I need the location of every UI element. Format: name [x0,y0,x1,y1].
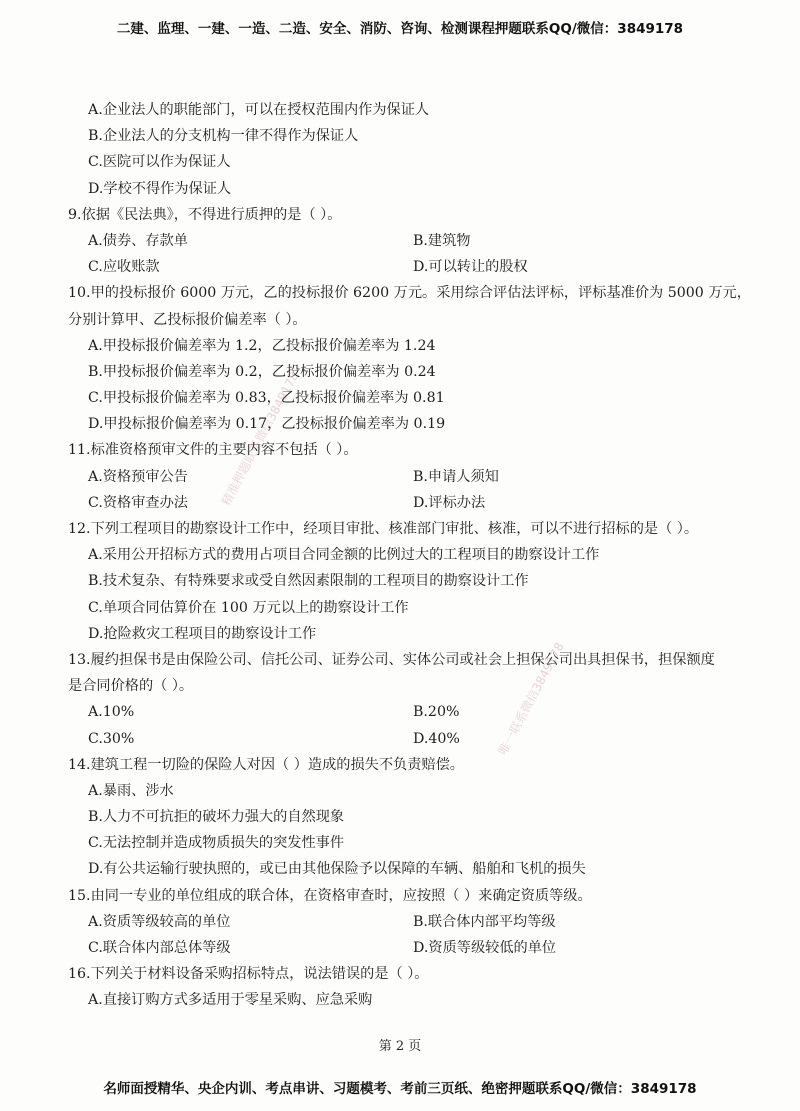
question-stem: 9.依据《民法典》，不得进行质押的是（ ）。 [68,206,342,223]
header-banner: 二建、监理、一建、一造、二造、安全、消防、咨询、检测课程押题联系QQ/微信：3849178 [116,21,684,37]
option: B.企业法人的分支机构一律不得作为保证人 [88,128,359,145]
question-stem: 10.甲的投标报价 6000 万元，乙的投标报价 6200 万元。采用综合评估法评标，评标基准价为 5000 万元， [68,285,751,302]
option: A.10% [88,704,135,721]
option: D.甲投标报价偏差率为 0.17，乙投标报价偏差率为 0.19 [88,416,446,433]
option: B.联合体内部平均等级 [413,913,556,930]
question-stem: 分别计算甲、乙投标报价偏差率（ ）。 [68,311,307,328]
option: B.申请人须知 [413,468,499,485]
option: C.医院可以作为保证人 [88,154,231,171]
option: C.单项合同估算价在 100 万元以上的勘察设计工作 [88,599,409,616]
option: D.可以转让的股权 [413,259,528,276]
watermark: 精准押题联系微信3849178 [218,369,302,509]
option: C.联合体内部总体等级 [88,940,231,956]
option: A.企业法人的职能部门，可以在授权范围内作为保证人 [88,102,430,118]
question-stem: 16.下列关于材料设备采购招标特点，说法错误的是（ ）。 [68,966,429,983]
option-row [68,490,748,516]
option: A.资质等级较高的单位 [88,913,231,930]
option: D.资质等级较低的单位 [413,940,557,956]
option: A.采用公开招标方式的费用占项目合同金额的比例过大的工程项目的勘察设计工作 [88,547,600,564]
option: D.抢险救灾工程项目的勘察设计工作 [88,625,317,642]
footer-banner: 名师面授精华、央企内训、考点串讲、习题模考、考前三页纸、绝密押题联系QQ/微信：3849178 [103,1081,697,1097]
option-row [68,909,748,935]
question-stem: 11.标准资格预审文件的主要内容不包括（ ）。 [68,442,358,459]
option: C.资格审查办法 [88,494,188,511]
option: A.甲投标报价偏差率为 1.2，乙投标报价偏差率为 1.24 [88,337,436,354]
option-row [68,935,748,961]
option: B.人力不可抗拒的破坏力强大的自然现象 [88,809,345,826]
option: C.30% [88,730,135,747]
exam-content [68,97,751,1014]
option: D.学校不得作为保证人 [88,180,232,197]
page-number: 第 2 页 [378,1039,422,1054]
question-stem: 是合同价格的（ ）。 [68,678,194,695]
option-row [68,228,748,254]
option: D.评标办法 [413,494,486,511]
option: C.甲投标报价偏差率为 0.83，乙投标报价偏差率为 0.81 [88,390,445,407]
option-row [68,726,748,752]
option-row [68,699,748,725]
option: B.甲投标报价偏差率为 0.2，乙投标报价偏差率为 0.24 [88,363,436,380]
question-stem: 14.建筑工程一切险的保险人对因（ ）造成的损失不负责赔偿。 [68,756,464,773]
question-stem: 12.下列工程项目的勘察设计工作中，经项目审批、核准部门审批、核准，可以不进行招标的是（ ）。 [68,521,699,537]
watermark: 唯一联系微信3849178 [495,640,567,758]
option: A.暴雨、涉水 [88,782,174,799]
option: A.资格预审公告 [88,468,188,485]
option: B.技术复杂、有特殊要求或受自然因素限制的工程项目的勘察设计工作 [88,573,529,590]
question-stem: 13.履约担保书是由保险公司、信托公司、证券公司、实体公司或社会上担保公司出具担保书，担保额度 [68,651,715,668]
option-row [68,464,748,490]
option: C.应收账款 [88,259,160,276]
option: C.无法控制并造成物质损失的突发性事件 [88,835,345,852]
option: B.20% [413,704,460,721]
option: D.40% [413,730,460,747]
option-row [68,254,748,280]
option: D.有公共运输行驶执照的，或已由其他保险予以保障的车辆、船舶和飞机的损失 [88,861,586,878]
question-stem: 15.由同一专业的单位组成的联合体，在资格审查时，应按照（ ）来确定资质等级。 [68,887,592,904]
option: B.建筑物 [413,232,471,249]
option: A.直接订购方式多适用于零星采购、应急采购 [88,992,373,1009]
option: A.债券、存款单 [88,232,188,249]
